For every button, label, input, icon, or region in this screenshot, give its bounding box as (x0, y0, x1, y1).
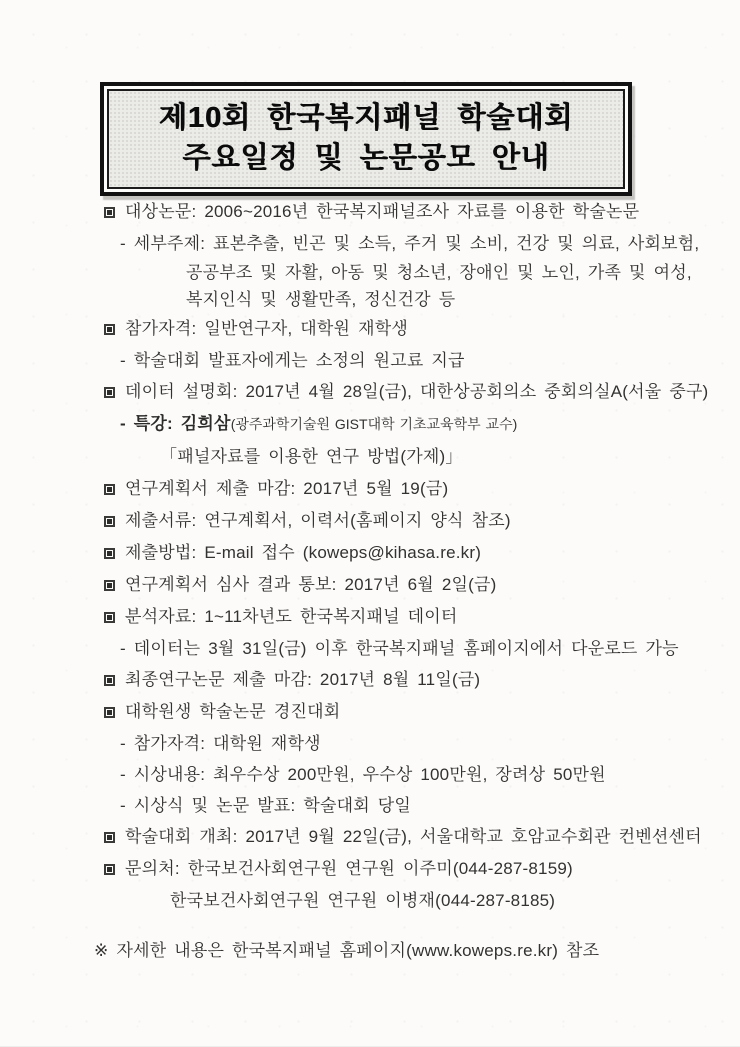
doc-line (104, 885, 732, 917)
line-text: 공공부조 및 자활, 아동 및 청소년, 장애인 및 노인, 가족 및 여성, (186, 263, 692, 282)
doc-line (104, 633, 732, 664)
line-text: - 시상내용: 최우수상 200만원, 우수상 100만원, 장려상 50만원 (120, 765, 606, 784)
doc-line (104, 228, 732, 259)
line-text-bold: - 특강: 김희삼 (120, 414, 231, 433)
doc-line (104, 853, 732, 885)
line-text: - 시상식 및 논문 발표: 학술대회 당일 (120, 796, 412, 815)
square-bullet-icon (104, 864, 115, 875)
square-bullet-icon (104, 516, 115, 527)
body-content (94, 196, 732, 966)
footer-note (94, 935, 732, 966)
line-text: 연구계획서 제출 마감: 2017년 5월 19(금) (125, 479, 449, 498)
doc-line (104, 408, 732, 440)
doc-line (104, 759, 732, 790)
line-text: 연구계획서 심사 결과 통보: 2017년 6월 2일(금) (125, 575, 497, 594)
title-box-inner (107, 89, 625, 189)
square-bullet-icon (104, 484, 115, 495)
square-bullet-icon (104, 612, 115, 623)
doc-line (104, 313, 732, 345)
title-box (100, 82, 632, 196)
line-text: 제출방법: E-mail 접수 (koweps@kihasa.re.kr) (125, 543, 482, 562)
square-bullet-inner (107, 519, 112, 524)
square-bullet-icon (104, 387, 115, 398)
square-bullet-inner (107, 551, 112, 556)
square-bullet-inner (107, 710, 112, 715)
square-bullet-inner (107, 835, 112, 840)
doc-line (104, 696, 732, 728)
square-bullet-inner (107, 487, 112, 492)
square-bullet-inner (107, 390, 112, 395)
doc-line (104, 821, 732, 853)
doc-line (104, 259, 732, 286)
square-bullet-inner (107, 615, 112, 620)
line-text: 참가자격: 일반연구자, 대학원 재학생 (125, 319, 408, 338)
doc-line (104, 537, 732, 569)
square-bullet-icon (104, 832, 115, 843)
line-text: - 데이터는 3월 31일(금) 이후 한국복지패널 홈페이지에서 다운로드 가능 (120, 639, 679, 658)
line-text: 학술대회 개최: 2017년 9월 22일(금), 서울대학교 호암교수회관 컨벤션센터 (125, 827, 702, 846)
doc-line (104, 569, 732, 601)
line-text: 문의처: 한국보건사회연구원 연구원 이주미(044-287-8159) (125, 859, 573, 878)
doc-line (104, 790, 732, 821)
line-text: - 참가자격: 대학원 재학생 (120, 734, 321, 753)
doc-line (104, 505, 732, 537)
line-text: 대상논문: 2006~2016년 한국복지패널조사 자료를 이용한 학술논문 (125, 202, 640, 221)
line-text-small: (광주과학기술원 GIST대학 기초교육학부 교수) (230, 416, 518, 432)
doc-line (104, 345, 732, 376)
square-bullet-inner (107, 327, 112, 332)
doc-line (104, 376, 732, 408)
line-text: 「패널자료를 이용한 연구 방법(가제)」 (160, 447, 463, 466)
doc-line (104, 601, 732, 633)
reference-mark-icon: ※ (94, 941, 109, 960)
page-title-line-2: 주요일정 및 논문공모 안내 (182, 142, 550, 174)
square-bullet-inner (107, 678, 112, 683)
doc-line (104, 664, 732, 696)
doc-line (104, 286, 732, 313)
line-text: 대학원생 학술논문 경진대회 (125, 702, 341, 721)
footer-note-text: 자세한 내용은 한국복지패널 홈페이지(www.koweps.re.kr) 참조 (116, 941, 600, 960)
line-text: 분석자료: 1~11차년도 한국복지패널 데이터 (125, 607, 458, 626)
line-text: 한국보건사회연구원 연구원 이병재(044-287-8185) (170, 891, 556, 910)
line-text: 복지인식 및 생활만족, 정신건강 등 (186, 290, 456, 309)
body-lines (104, 196, 732, 917)
doc-line (104, 440, 732, 473)
page-title-line-1: 제10회 한국복지패널 학술대회 (158, 102, 574, 134)
line-text: - 세부주제: 표본추출, 빈곤 및 소득, 주거 및 소비, 건강 및 의료, 사회보험, (120, 234, 700, 253)
doc-line (104, 728, 732, 759)
line-text: 제출서류: 연구계획서, 이력서(홈페이지 양식 참조) (125, 511, 511, 530)
line-text: - 학술대회 발표자에게는 소정의 원고료 지급 (120, 351, 465, 370)
square-bullet-icon (104, 707, 115, 718)
square-bullet-icon (104, 207, 115, 218)
line-text: 최종연구논문 제출 마감: 2017년 8월 11일(금) (125, 670, 481, 689)
square-bullet-icon (104, 324, 115, 335)
square-bullet-icon (104, 675, 115, 686)
square-bullet-inner (107, 867, 112, 872)
square-bullet-icon (104, 548, 115, 559)
line-text: 데이터 설명회: 2017년 4월 28일(금), 대한상공회의소 중회의실A(서울 중구) (125, 382, 709, 401)
square-bullet-icon (104, 580, 115, 591)
square-bullet-inner (107, 583, 112, 588)
doc-line (104, 196, 732, 228)
square-bullet-inner (107, 210, 112, 215)
doc-line (104, 473, 732, 505)
